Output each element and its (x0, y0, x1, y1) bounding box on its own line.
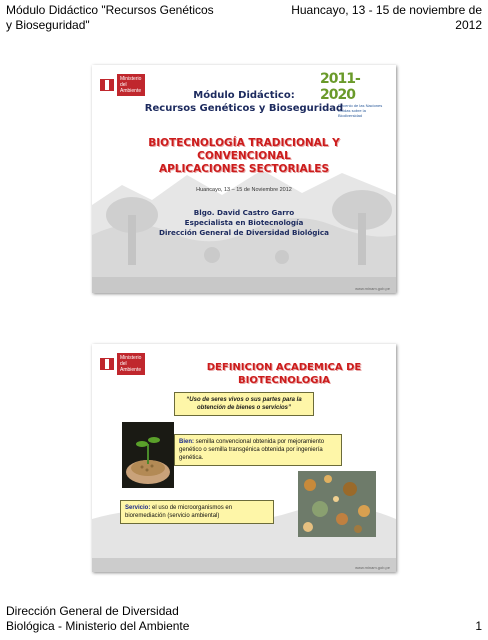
seedling-hands-image (122, 422, 174, 488)
servicio-box (120, 500, 274, 524)
header-left-line2: y Bioseguridad" (6, 18, 90, 32)
module-line2: Recursos Genéticos y Bioseguridad (144, 103, 344, 114)
slide-date: Huancayo, 13 – 15 de Noviembre 2012 (196, 187, 292, 193)
microorganisms-image (298, 471, 376, 537)
title-line1: BIOTECNOLOGÍA TRADICIONAL Y (148, 137, 340, 149)
title-line3: APLICACIONES SECTORIALES (158, 163, 330, 175)
author-role: Especialista en Biotecnología (184, 218, 304, 227)
slide-1 (92, 65, 396, 293)
page-footer (6, 604, 306, 634)
title-line2: CONVENCIONAL (197, 150, 291, 162)
page-number: 1 (475, 619, 482, 633)
author-block (92, 208, 396, 238)
decade-years: 2011-2020 (320, 71, 360, 103)
module-line1: Módulo Didáctico: (193, 90, 295, 101)
header-right-line2: 2012 (455, 18, 482, 32)
author-name: Blgo. David Castro Garro (193, 208, 295, 217)
page-header-left (6, 3, 236, 33)
header-right-line1: Huancayo, 13 - 15 de noviembre de (291, 3, 482, 17)
ministry-logo (100, 353, 145, 375)
header-left-line1: Módulo Didáctico "Recursos Genéticos (6, 3, 214, 17)
servicio-label: Servicio: (125, 505, 151, 511)
slide-url: www.minam.gob.pe (355, 286, 390, 291)
title-line1: DEFINICION ACADEMICA DE (206, 362, 362, 373)
slide-title (92, 137, 396, 176)
footer-line2: Biológica - Ministerio del Ambiente (6, 619, 190, 633)
peru-flag-icon (100, 358, 114, 370)
module-title (92, 89, 396, 115)
slide-2 (92, 344, 396, 572)
logo-line1: Ministerio (120, 76, 142, 82)
bien-label: Bien: (179, 439, 194, 445)
title-line2: BIOTECNOLOGIA (238, 375, 330, 386)
slide-url: www.minam.gob.pe (355, 565, 390, 570)
slide-title (184, 361, 384, 387)
logo-line2: del Ambiente (120, 361, 142, 373)
footer-line1: Dirección General de Diversidad (6, 604, 179, 618)
logo-line2: del Ambiente (120, 82, 142, 94)
servicio-text: el uso de microorganismos en bioremediación (servicio ambiental) (125, 505, 233, 519)
logo-line1: Ministerio (120, 355, 142, 361)
bien-box (174, 434, 342, 466)
page-header-right (252, 3, 482, 33)
author-department: Dirección General de Diversidad Biológica (159, 228, 329, 237)
decade-text: Decenio de las Naciones Unidas sobre la Biodiversidad (338, 103, 383, 118)
definition-box: “Uso de seres vivos o sus partes para la obtención de bienes o servicios” (174, 392, 314, 416)
bien-text: semilla convencional obtenida por mejoramiento genético o semilla transgénica obtenida por ingeniería genética. (179, 439, 325, 461)
